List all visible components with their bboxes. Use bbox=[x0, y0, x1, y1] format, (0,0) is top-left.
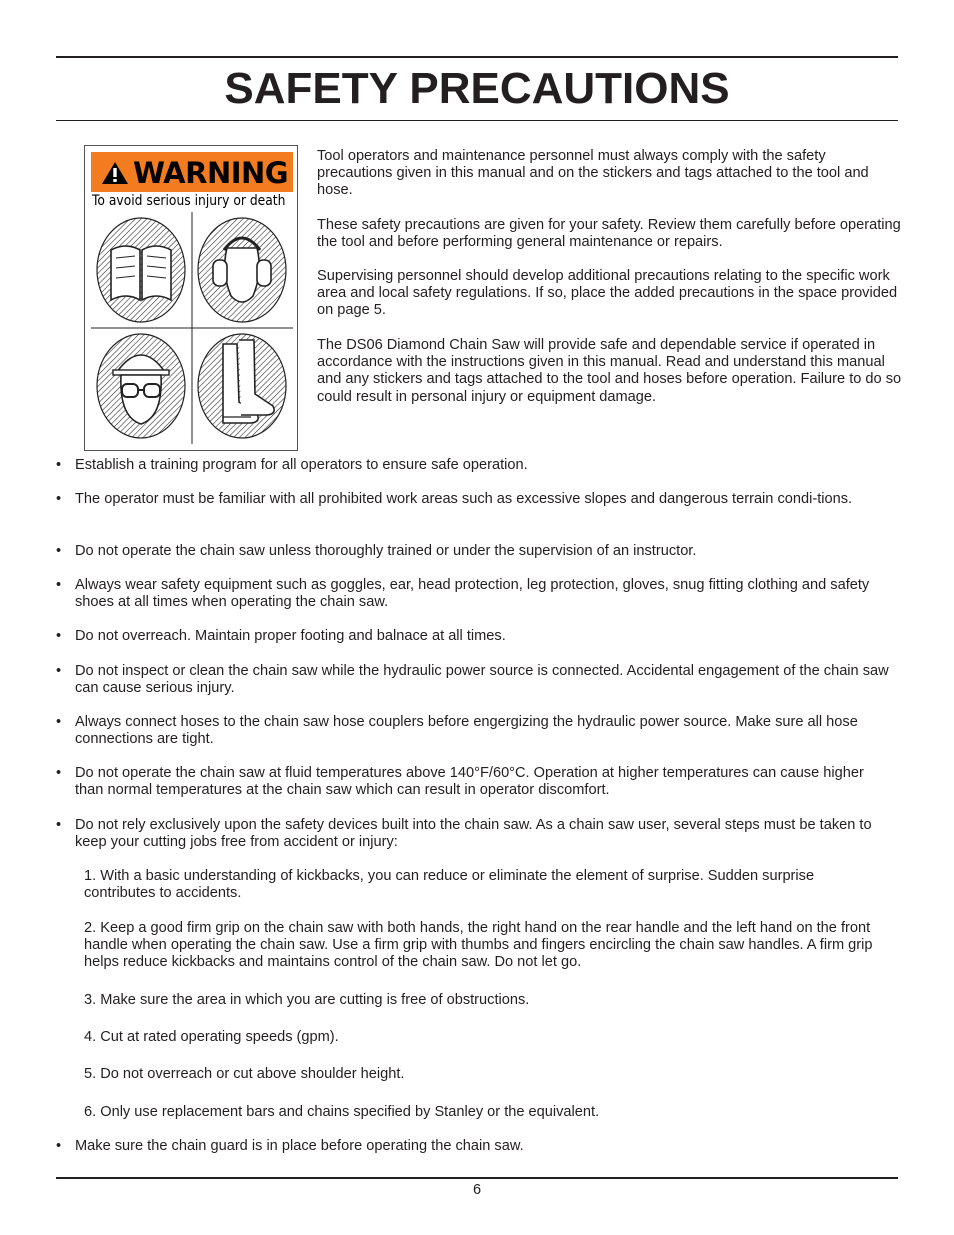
bullet-marker: • bbox=[56, 577, 62, 593]
warning-subtitle: To avoid serious injury or death bbox=[92, 193, 286, 209]
head-eye-protection-icon bbox=[97, 334, 185, 438]
bullet-marker: • bbox=[56, 457, 62, 473]
numbered-step: 2. Keep a good firm grip on the chain saw with both hands, the right hand on the rear handle and the left hand on the front handle when operating the chain saw. Use a firm grip with thumbs and fingers encircling the chain saw handles. A firm grip helps reduce kickbacks and maintains control of the chain saw. Do not let go. bbox=[84, 920, 873, 971]
intro-paragraph: Supervising personnel should develop additional precautions relating to the specific work area and local safety regulations. If so, place the added precautions in the space provided on page 5. bbox=[317, 268, 898, 319]
safety-boots-icon bbox=[198, 334, 286, 438]
bullet-marker: • bbox=[56, 817, 62, 833]
bullet-text: Do not operate the chain saw unless thoroughly trained or under the supervision of an instructor. bbox=[75, 543, 697, 559]
bullet-text: Do not overreach. Maintain proper footing and balnace at all times. bbox=[75, 628, 506, 644]
bullet-text: Make sure the chain guard is in place before operating the chain saw. bbox=[75, 1138, 524, 1154]
numbered-step: 6. Only use replacement bars and chains specified by Stanley or the equivalent. bbox=[84, 1104, 600, 1120]
bullet-text: Do not inspect or clean the chain saw while the hydraulic power source is connected. Accidental engagement of the chain saw can cause serious injury. bbox=[75, 663, 889, 697]
bullet-text: The operator must be familiar with all prohibited work areas such as excessive slopes and dangerous terrain condi-tions. bbox=[75, 491, 853, 507]
warning-word: WARNING bbox=[133, 156, 289, 190]
bullet-text: Always connect hoses to the chain saw hose couplers before engergizing the hydraulic power source. Make sure all hose connections are tight. bbox=[75, 714, 858, 748]
warning-triangle-icon bbox=[101, 161, 129, 185]
numbered-step: 3. Make sure the area in which you are cutting is free of obstructions. bbox=[84, 992, 530, 1008]
numbered-step: 1. With a basic understanding of kickbacks, you can reduce or eliminate the element of surprise. Sudden surprise contributes to accidents. bbox=[84, 868, 815, 902]
bullet-marker: • bbox=[56, 628, 62, 644]
bullet-text: Do not rely exclusively upon the safety devices built into the chain saw. As a chain saw user, several steps must be taken to keep your cutting jobs free from accident or injury: bbox=[75, 817, 872, 851]
bullet-marker: • bbox=[56, 491, 62, 507]
ear-protection-icon bbox=[198, 218, 286, 322]
warning-header bbox=[91, 152, 293, 192]
title-underline bbox=[56, 120, 898, 121]
bullet-marker: • bbox=[56, 1138, 62, 1154]
warning-label bbox=[84, 145, 298, 451]
bullet-marker: • bbox=[56, 765, 62, 781]
bullet-text: Always wear safety equipment such as goggles, ear, head protection, leg protection, gloves, snug fitting clothing and safety shoes at all times when operating the chain saw. bbox=[75, 577, 870, 611]
numbered-step: 4. Cut at rated operating speeds (gpm). bbox=[84, 1029, 339, 1045]
intro-paragraph: These safety precautions are given for your safety. Review them carefully before operating the tool and before performing general maintenance or repairs. bbox=[317, 217, 901, 251]
intro-paragraph: Tool operators and maintenance personnel must always comply with the safety precautions given in this manual and on the stickers and tags attached to the tool and hose. bbox=[317, 148, 869, 199]
bullet-text: Do not operate the chain saw at fluid temperatures above 140°F/60°C. Operation at higher temperatures can cause higher than normal temperatures at the chain saw which can result in operator discomfort. bbox=[75, 765, 864, 799]
top-rule bbox=[56, 56, 898, 58]
read-manual-icon bbox=[97, 218, 185, 322]
page-title: SAFETY PRECAUTIONS bbox=[224, 64, 730, 113]
bullet-marker: • bbox=[56, 543, 62, 559]
safety-pictograms bbox=[91, 212, 293, 444]
bullet-marker: • bbox=[56, 714, 62, 730]
numbered-step: 5. Do not overreach or cut above shoulder height. bbox=[84, 1066, 405, 1082]
page-number: 6 bbox=[472, 1182, 482, 1198]
footer-rule bbox=[56, 1177, 898, 1179]
bullet-marker: • bbox=[56, 663, 62, 679]
bullet-text: Establish a training program for all operators to ensure safe operation. bbox=[75, 457, 528, 473]
intro-paragraph: The DS06 Diamond Chain Saw will provide safe and dependable service if operated in accordance with the instructions given in this manual. Read and understand this manual and any stickers and tags attached to the tool and hoses before operation. Failure to do so could result in personal injury or equipment damage. bbox=[317, 337, 902, 405]
